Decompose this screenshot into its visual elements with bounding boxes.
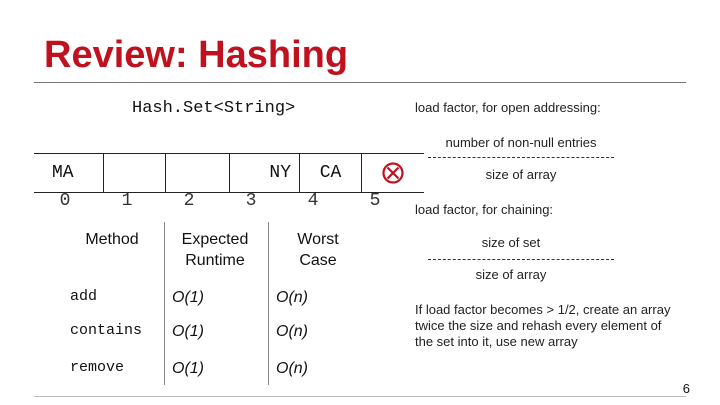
method-contains: contains [70,322,143,339]
array-cell-0: MA [34,154,104,192]
header-method: Method [85,231,139,248]
fraction-bar [428,157,614,158]
index-label: 3 [245,191,257,211]
open-addressing-label: load factor, for open addressing: [415,100,601,115]
array-cell-4: CA [300,154,362,192]
chaining-label: load factor, for chaining: [415,202,554,217]
title-divider [34,82,686,83]
array-indices [34,191,406,211]
table-divider [268,222,269,385]
array-cell-1 [104,154,166,192]
open-addressing-denominator: size of array [485,167,557,182]
expected-remove: O(1) [172,360,204,377]
index-label: 2 [183,191,195,211]
index-label: 0 [59,191,71,211]
page-number: 6 [682,381,690,396]
hashset-label: Hash.Set<String> [132,99,296,118]
method-add: add [70,288,98,305]
array-cell-5 [362,154,424,192]
circled-x-icon [382,162,404,184]
fraction-bar [428,259,614,260]
header-worst: Worst Case [297,231,339,269]
worst-remove: O(n) [276,360,308,377]
expected-contains: O(1) [172,323,204,340]
hash-array [34,153,424,193]
open-addressing-numerator: number of non-null entries [445,135,597,150]
table-divider [164,222,165,385]
chaining-denominator: size of array [475,267,547,282]
array-cell-2 [166,154,230,192]
chaining-numerator: size of set [481,235,541,250]
method-remove: remove [70,359,125,376]
index-label: 5 [369,191,381,211]
worst-add: O(n) [276,289,308,306]
expected-add: O(1) [172,289,204,306]
rehash-note: If load factor becomes > 1/2, create an array twice the size and rehash every element of the set into it, use new array [415,302,671,349]
page-title: Review: Hashing [44,34,349,76]
index-label: 4 [307,191,319,211]
index-label: 1 [121,191,133,211]
footer-divider [34,396,686,397]
worst-contains: O(n) [276,323,308,340]
header-expected: Expected Runtime [181,231,249,269]
array-cell-3: NY [230,154,300,192]
